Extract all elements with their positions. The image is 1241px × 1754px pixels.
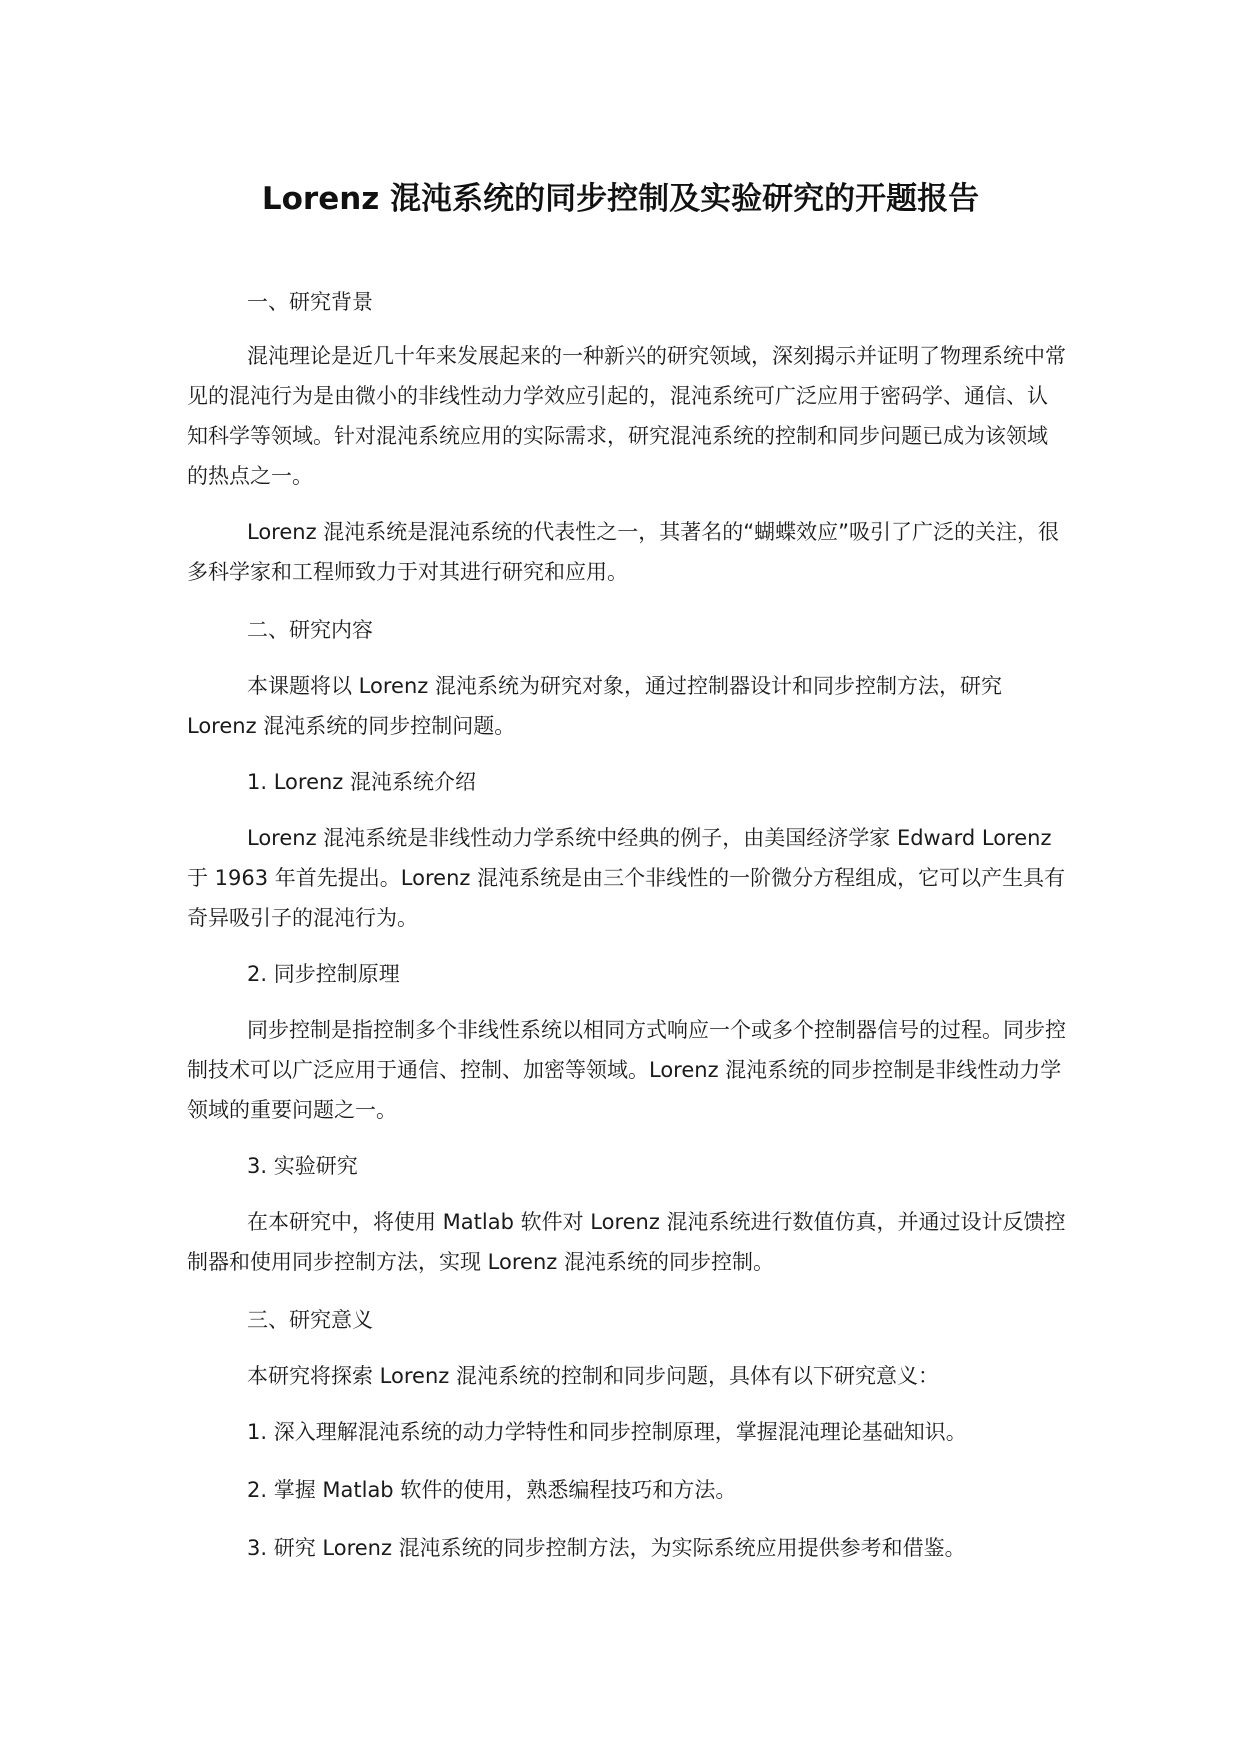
section-heading-content: 二、研究内容	[247, 618, 373, 642]
section-heading-background: 一、研究背景	[247, 290, 373, 314]
paragraph-experiment: 在本研究中，将使用 Matlab 软件对 Lorenz 混沌系统进行数值仿真，并通过设计反馈控制器和使用同步控制方法，实现 Lorenz 混沌系统的同步控制。	[187, 1210, 1066, 1274]
paragraph-sync-principle: 同步控制是指控制多个非线性系统以相同方式响应一个或多个控制器信号的过程。同步控制技术可以广泛应用于通信、控制、加密等领域。Lorenz 混沌系统的同步控制是非线性动力学领域的重要问题之一。	[187, 1018, 1066, 1122]
paragraph-background-1: 混沌理论是近几十年来发展起来的一种新兴的研究领域，深刻揭示并证明了物理系统中常见的混沌行为是由微小的非线性动力学效应引起的，混沌系统可广泛应用于密码学、通信、认知科学等领域。针对混沌系统应用的实际需求，研究混沌系统的控制和同步问题已成为该领域的热点之一。	[187, 344, 1066, 488]
paragraph-significance-intro: 本研究将探索 Lorenz 混沌系统的控制和同步问题，具体有以下研究意义：	[247, 1364, 939, 1388]
section-heading-significance: 三、研究意义	[247, 1308, 373, 1332]
list-item-significance-3: 3. 研究 Lorenz 混沌系统的同步控制方法，为实际系统应用提供参考和借鉴。	[247, 1536, 966, 1560]
paragraph-background-2: Lorenz 混沌系统是混沌系统的代表性之一，其著名的“蝴蝶效应”吸引了广泛的关注，很多科学家和工程师致力于对其进行研究和应用。	[187, 520, 1060, 584]
subheading-experiment: 3. 实验研究	[247, 1154, 358, 1178]
list-item-significance-2: 2. 掌握 Matlab 软件的使用，熟悉编程技巧和方法。	[247, 1478, 737, 1502]
page-title: Lorenz 混沌系统的同步控制及实验研究的开题报告	[261, 181, 980, 217]
subheading-lorenz-intro: 1. Lorenz 混沌系统介绍	[247, 770, 476, 794]
list-item-significance-1: 1. 深入理解混沌系统的动力学特性和同步控制原理，掌握混沌理论基础知识。	[247, 1420, 967, 1444]
paragraph-lorenz-intro: Lorenz 混沌系统是非线性动力学系统中经典的例子，由美国经济学家 Edward Lorenz 于 1963 年首先提出。Lorenz 混沌系统是由三个非线性的一阶微分方程组成，它可以产生具有奇异吸引子的混沌行为。	[187, 826, 1066, 930]
paragraph-content-intro: 本课题将以 Lorenz 混沌系统为研究对象，通过控制器设计和同步控制方法，研究 Lorenz 混沌系统的同步控制问题。	[187, 674, 1002, 738]
subheading-sync-principle: 2. 同步控制原理	[247, 962, 400, 986]
